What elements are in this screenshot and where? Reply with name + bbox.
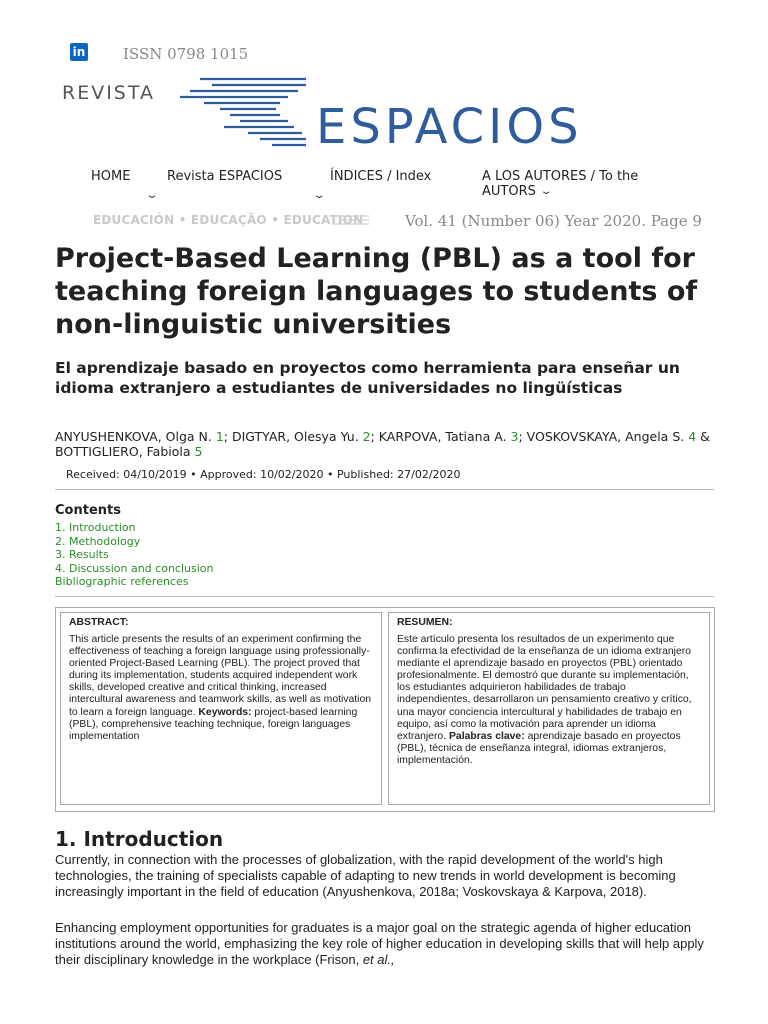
toc-link-references[interactable]: Bibliographic references	[55, 575, 189, 589]
authors-list: ANYUSHENKOVA, Olga N. 1; DIGTYAR, Olesya Yu. 2; KARPOVA, Tatiana A. 3; VOSKOVSKAYA, Angela S. 4 & BOTTIGLIERO, Fabiola 5	[55, 429, 710, 459]
toc-link-methodology[interactable]: 2. Methodology	[55, 534, 141, 548]
nav-revista-espacios[interactable]	[145, 169, 283, 203]
resumen-text	[397, 634, 701, 767]
nav-indices[interactable]	[312, 169, 432, 203]
nav-revista-espacios-label: Revista ESPACIOS	[167, 169, 283, 184]
palabras-clave-text: aprendizaje basado en proyectos (PBL), técnica de enseñanza integral, idiomas extranjeros, implementación.	[397, 730, 681, 766]
intro-paragraph-2-text: Enhancing employment opportunities for graduates is a major goal on the strategic agenda of higher education institutions around the world, emphasizing the key role of higher education in developing skills that will help apply their disciplinary knowledge in the workplace (Frison,	[55, 920, 704, 967]
introduction-heading: 1. Introduction	[55, 827, 224, 851]
author-name: DIGTYAR, Olesya Yu.	[231, 429, 359, 444]
revista-logo-text: REVISTA	[62, 82, 155, 104]
nav-authors[interactable]	[482, 169, 652, 199]
author-ref-link[interactable]: 4	[688, 429, 697, 444]
abstract-body: This article presents the results of an experiment confirming the effectiveness of teaching a foreign language using professionally-oriented Project-Based Learning (PBL). The project proved that during its implementation, students acquired independent work skills, developed creative and critical thinking, increased intercultural awareness and teamwork skills, as well as motivation to learn a foreign language.	[69, 634, 372, 718]
abstract-heading: ABSTRACT:	[69, 617, 129, 628]
author-name: KARPOVA, Tatiana A.	[378, 429, 507, 444]
toc-link-introduction[interactable]: 1. Introduction	[55, 521, 136, 534]
nav-authors-label: A LOS AUTORES / To the AUTORS	[482, 169, 639, 199]
volume-info: Vol. 41 (Number 06) Year 2020. Page 9	[405, 212, 702, 230]
logo-speed-lines	[180, 76, 310, 154]
author-ref-link[interactable]: 5	[194, 444, 203, 459]
abstract-cell	[60, 612, 382, 805]
nav-home[interactable]	[91, 169, 130, 184]
toc-link-discussion[interactable]: 4. Discussion and conclusion	[55, 561, 214, 575]
author-ref-link[interactable]: 3	[510, 429, 519, 444]
divider	[55, 489, 714, 490]
linkedin-icon[interactable]: in	[70, 43, 88, 61]
chevron-down-icon: ⌄	[145, 190, 159, 201]
abstract-text	[69, 634, 373, 743]
table-of-contents	[55, 521, 214, 589]
education-tagline: EDUCACIÓN • EDUCAÇÃO • EDUCATION	[93, 213, 364, 227]
espacios-logo-text: ESPACIOS	[316, 99, 583, 155]
keywords-text: project-based learning (PBL), comprehensive teaching technique, foreign languages implementation	[69, 706, 358, 742]
palabras-clave-label: Palabras clave:	[448, 730, 525, 742]
intro-paragraph-2-italic: et al.,	[362, 952, 395, 967]
issn-label: ISSN 0798 1015	[123, 45, 249, 63]
tagline-lines	[333, 214, 369, 228]
author-name: ANYUSHENKOVA, Olga N.	[55, 429, 212, 444]
toc-link-results[interactable]: 3. Results	[55, 548, 109, 562]
resumen-cell	[388, 612, 710, 805]
author-name: BOTTIGLIERO, Fabiola	[55, 444, 191, 459]
nav-indices-label: ÍNDICES / Index	[330, 169, 432, 184]
publication-dates: Received: 04/10/2019 • Approved: 10/02/2020 • Published: 27/02/2020	[66, 468, 461, 481]
nav-home-label: HOME	[91, 169, 131, 184]
intro-paragraph-1: Currently, in connection with the processes of globalization, with the rapid development of the world's high technologies, the training of specialists capable of adapting to new trends in world development is becoming increasingly important in the field of education (Anyushenkova, 2018a; Voskovskaya & Karpova, 2018).	[55, 852, 676, 899]
author-name: VOSKOVSKAYA, Angela S.	[526, 429, 685, 444]
contents-heading: Contents	[55, 503, 121, 518]
keywords-label: Keywords:	[198, 706, 252, 718]
intro-paragraph-2	[55, 920, 715, 968]
resumen-body: Este artículo presenta los resultados de un experimento que confirma la efectividad de la enseñanza de un idioma extranjero mediante el aprendizaje basado en proyectos (PBL) orientado profesionalmente. El demostró que durante su implementación, los estudiantes adquirieron habilidades de trabajo independientes, desarrollaron un pensamiento creativo y crítico, una mayor conciencia intercultural y habilidades de trabajo en equipo, así como la motivación para aprender un idioma extranjero.	[397, 634, 692, 742]
divider	[55, 596, 714, 597]
author-ref-link[interactable]: 1	[215, 429, 224, 444]
chevron-down-icon: ⌄	[312, 190, 327, 201]
article-title: Project-Based Learning (PBL) as a tool for teaching foreign languages to students of non-linguistic universities	[55, 243, 698, 340]
abstract-box	[55, 607, 715, 812]
resumen-heading: RESUMEN:	[397, 617, 453, 628]
article-subtitle: El aprendizaje basado en proyectos como herramienta para enseñar un idioma extranjero a estudiantes de universidades no lingüísticas	[55, 359, 680, 397]
author-ref-link[interactable]: 2	[362, 429, 371, 444]
chevron-down-icon: ⌄	[539, 186, 553, 197]
